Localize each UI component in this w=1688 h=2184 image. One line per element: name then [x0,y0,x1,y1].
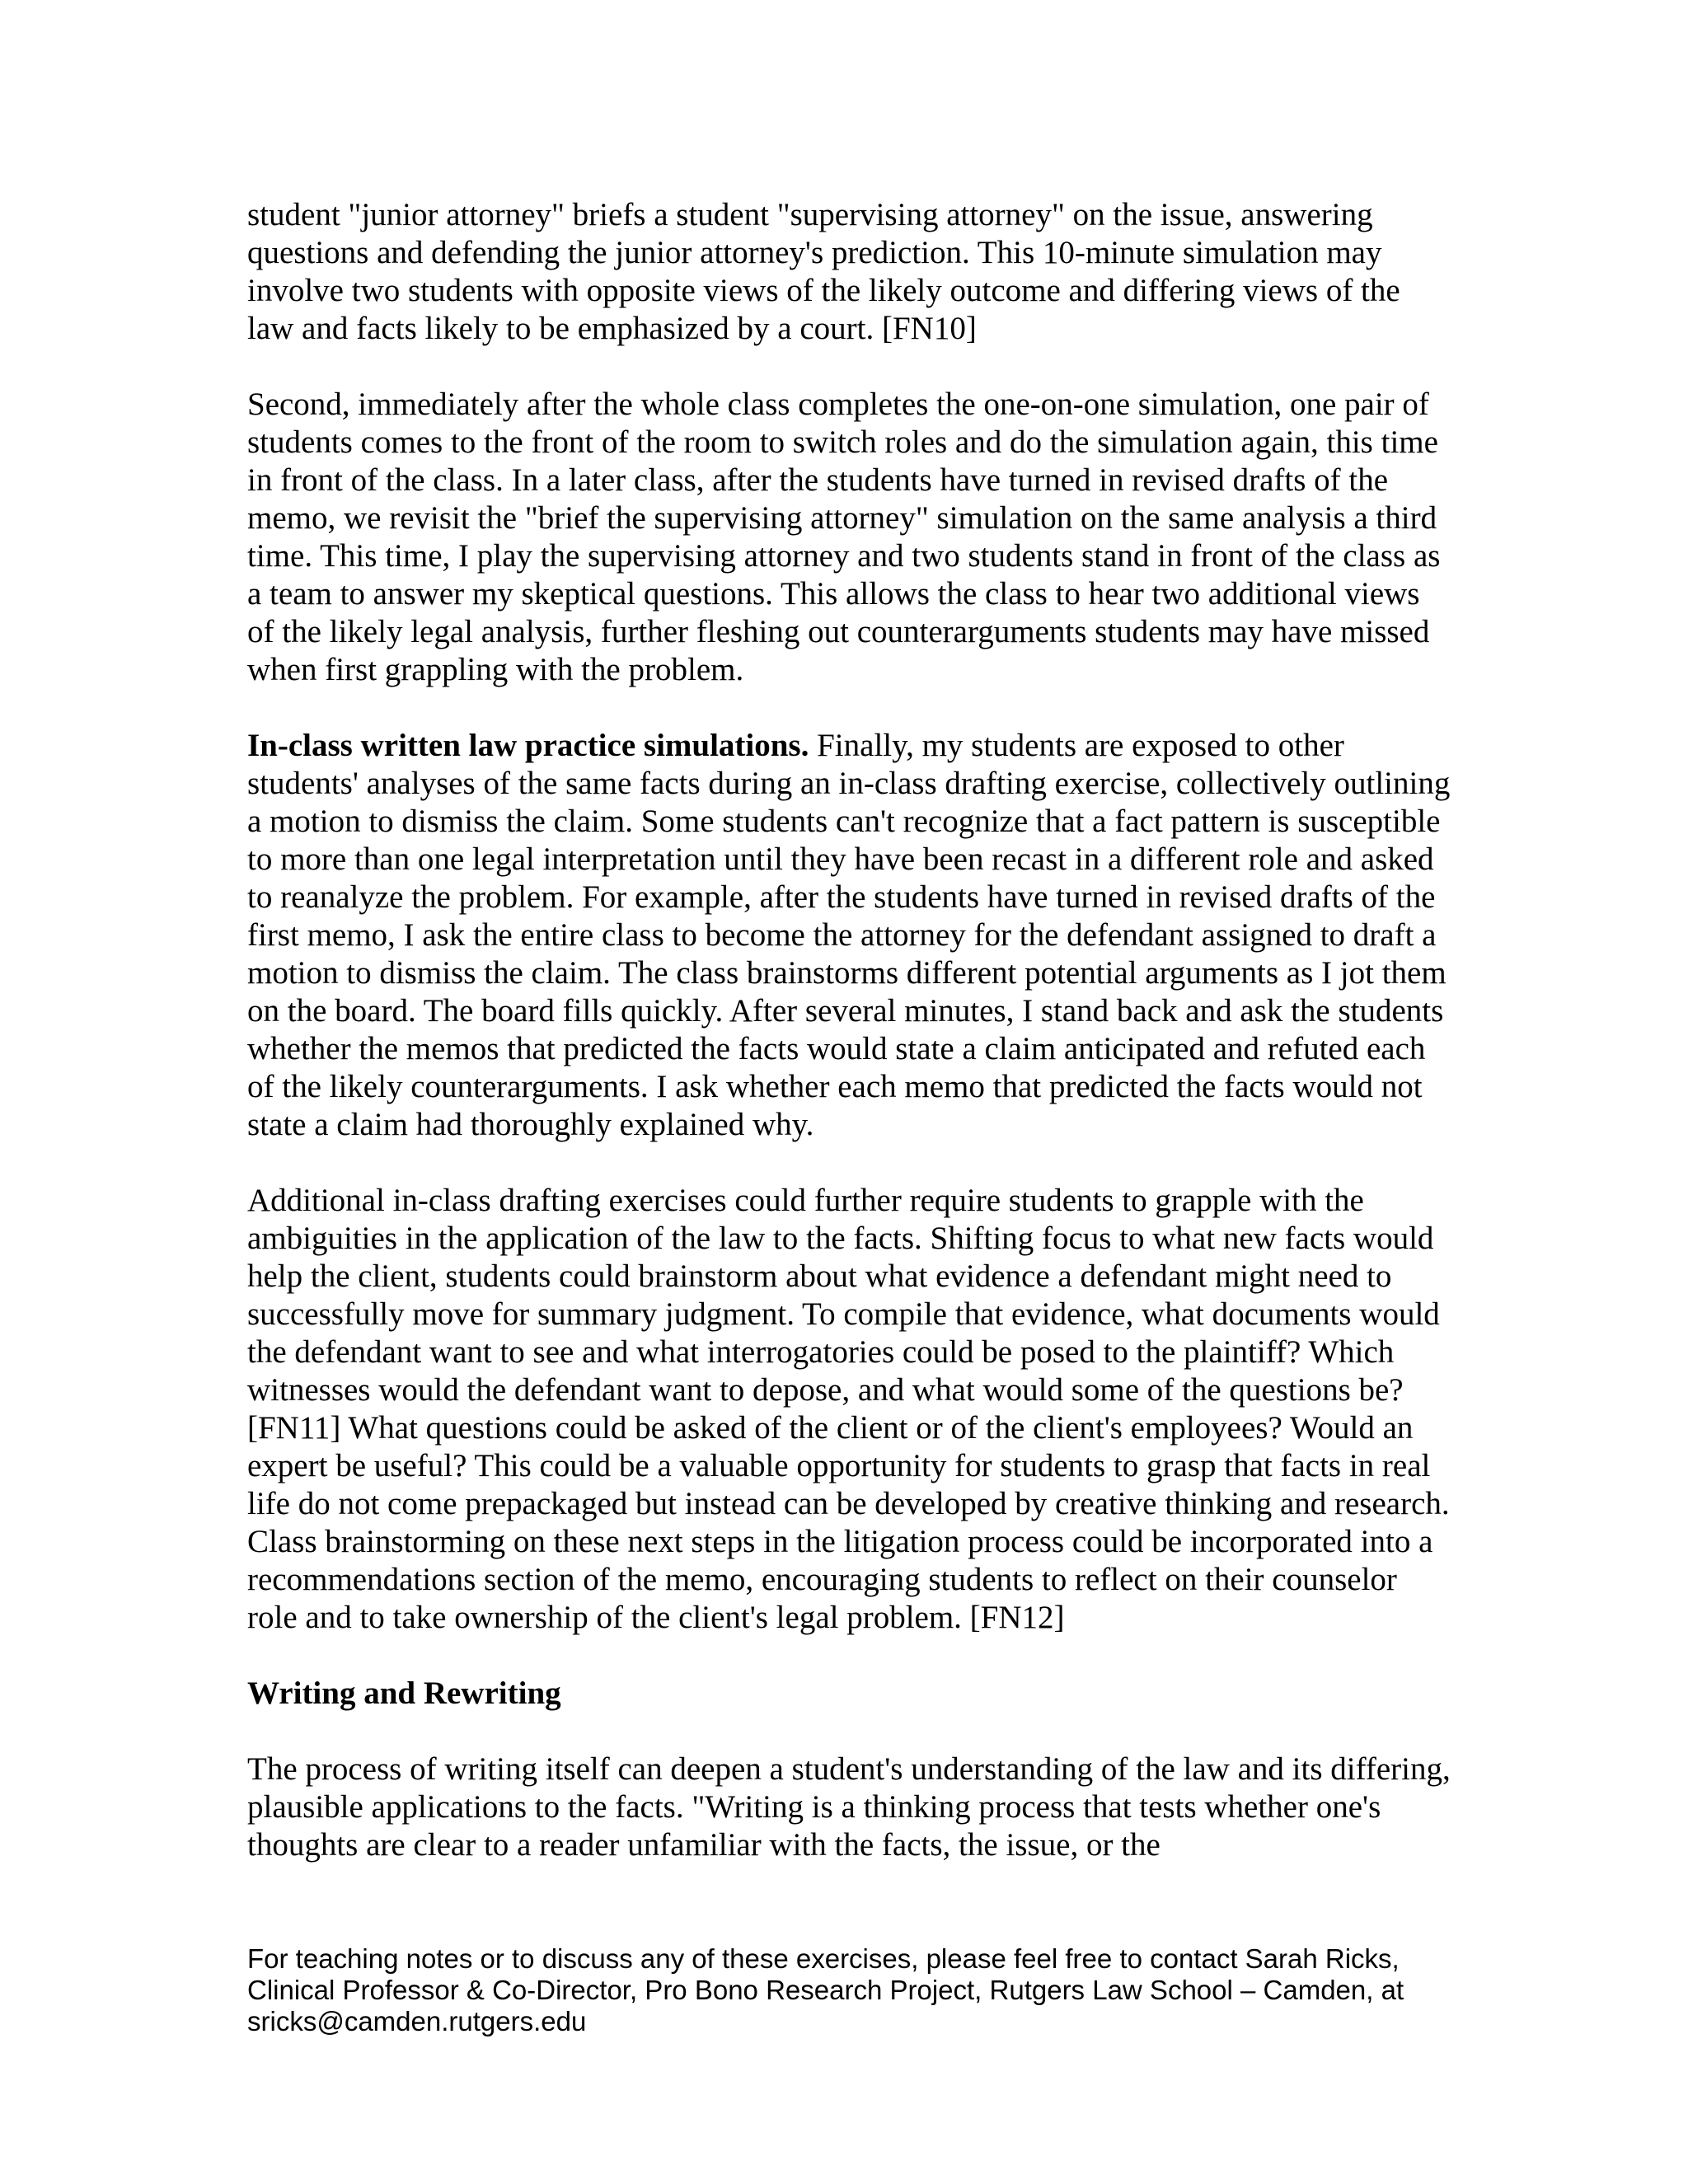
paragraph-lead-in: In-class written law practice simulations. [247,728,809,763]
paragraph-body: Finally, my students are exposed to other students' analyses of the same facts during an in-class drafting exercise, collectively outlining a motion to dismiss the claim. Some students can't recognize that a fact pattern is susceptible to more than one legal interpretation until they have been recast in a different role and asked to reanalyze the problem. For example, after the students have turned in revised drafts of the first memo, I ask the entire class to become the attorney for the defendant assigned to draft a motion to dismiss the claim. The class brainstorms different potential arguments as I jot them on the board. The board fills quickly. After several minutes, I stand back and ask the students whether the memos that predicted the facts would state a claim anticipated and refuted each of the likely counterarguments. I ask whether each memo that predicted the facts would not state a claim had thoroughly explained why. [247,728,1451,1142]
paragraph-written-simulations [247,727,1451,1144]
paragraph-writing-process: The process of writing itself can deepen a student's understanding of the law and its differing, plausible applications to the facts. "Writing is a thinking process that tests whether one's thoughts are clear to a reader unfamiliar with the facts, the issue, or the [247,1751,1451,1863]
paragraph-simulation-description: student "junior attorney" briefs a student "supervising attorney" on the issue, answering questions and defending the junior attorney's prediction. This 10-minute simulation may involve two students with opposite views of the likely outcome and differing views of the law and facts likely to be emphasized by a court. [FN10] [247,197,1400,346]
paragraph-second-simulation: Second, immediately after the whole class completes the one-on-one simulation, one pair of students comes to the front of the room to switch roles and do the simulation again, this time in front of the class. In a later class, after the students have turned in revised drafts of the memo, we revisit the "brief the supervising attorney" simulation on the same analysis a third time. This time, I play the supervising attorney and two students stand in front of the class as a team to answer my skeptical questions. This allows the class to hear two additional views of the likely legal analysis, further fleshing out counterarguments students may have missed when first grappling with the problem. [247,387,1441,687]
section-heading: Writing and Rewriting [247,1675,561,1711]
footer-note: For teaching notes or to discuss any of these exercises, please feel free to contact Sarah Ricks, Clinical Professor & Co-Director, Pro Bono Research Project, Rutgers Law School – Camden, at sricks@camden.rutgers.edu [247,1943,1404,2036]
body-text [247,196,1451,1864]
paragraph-additional-exercises: Additional in-class drafting exercises could further require students to grapple with the ambiguities in the application of the law to the facts. Shifting focus to what new facts would help the client, students could brainstorm about what evidence a defendant might need to successfully move for summary judgment. To compile that evidence, what documents would the defendant want to see and what interrogatories could be posed to the plaintiff? Which witnesses would the defendant want to depose, and what would some of the questions be? [FN11] What questions could be asked of the client or of the client's employees? Would an expert be useful? This could be a valuable opportunity for students to grasp that facts in real life do not come prepackaged but instead can be developed by creative thinking and research. Class brainstorming on these next steps in the litigation process could be incorporated into a recommendations section of the memo, encouraging students to reflect on their counselor role and to take ownership of the client's legal problem. [FN12] [247,1183,1450,1635]
